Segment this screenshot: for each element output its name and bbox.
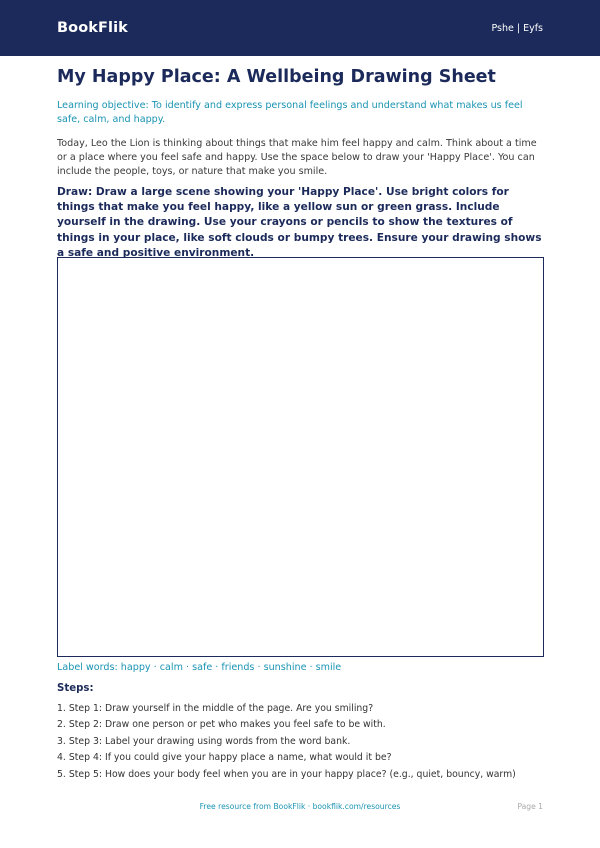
page-title: My Happy Place: A Wellbeing Drawing Sheet	[57, 67, 496, 87]
steps-heading: Steps:	[57, 683, 94, 694]
step-item: 5. Step 5: How does your body feel when you are in your happy place? (e.g., quiet, bouncy, warm)	[57, 768, 516, 780]
step-item: 1. Step 1: Draw yourself in the middle of the page. Are you smiling?	[57, 703, 374, 714]
footer-resource-link[interactable]: Free resource from BookFlik · bookflik.com/resources	[199, 802, 401, 811]
step-item: 3. Step 3: Label your drawing using words from the word bank.	[57, 735, 351, 747]
page-number: Page 1	[517, 802, 543, 811]
step-item: 4. Step 4: If you could give your happy place a name, what would it be?	[57, 752, 392, 764]
steps-list	[57, 701, 543, 783]
subject-tags: Pshe | Eyfs	[491, 22, 543, 34]
learning-objective: Learning objective: To identify and express personal feelings and understand what makes us feel safe, calm, and happy.	[57, 100, 523, 125]
drawing-area[interactable]	[57, 257, 544, 657]
intro-paragraph: Today, Leo the Lion is thinking about things that make him feel happy and calm. Think about a time or a place where you feel safe and happy. Use the space below to draw your 'Happy Place'. You can include the people, toys, or nature that make you smile.	[57, 138, 537, 177]
header-bar	[0, 0, 600, 56]
draw-instruction: Draw: Draw a large scene showing your 'Happy Place'. Use bright colors for things that make you feel happy, like a yellow sun or green grass. Include yourself in the drawing. Use your crayons or pencils to show the textures of things in your place, like soft clouds or bumpy trees. Ensure your drawing shows a safe and positive environment.	[57, 186, 542, 259]
step-item: 2. Step 2: Draw one person or pet who makes you feel safe to be with.	[57, 719, 386, 731]
brand-logo[interactable]: BookFlik	[57, 20, 128, 36]
label-words: Label words: happy · calm · safe · friends · sunshine · smile	[57, 662, 342, 673]
